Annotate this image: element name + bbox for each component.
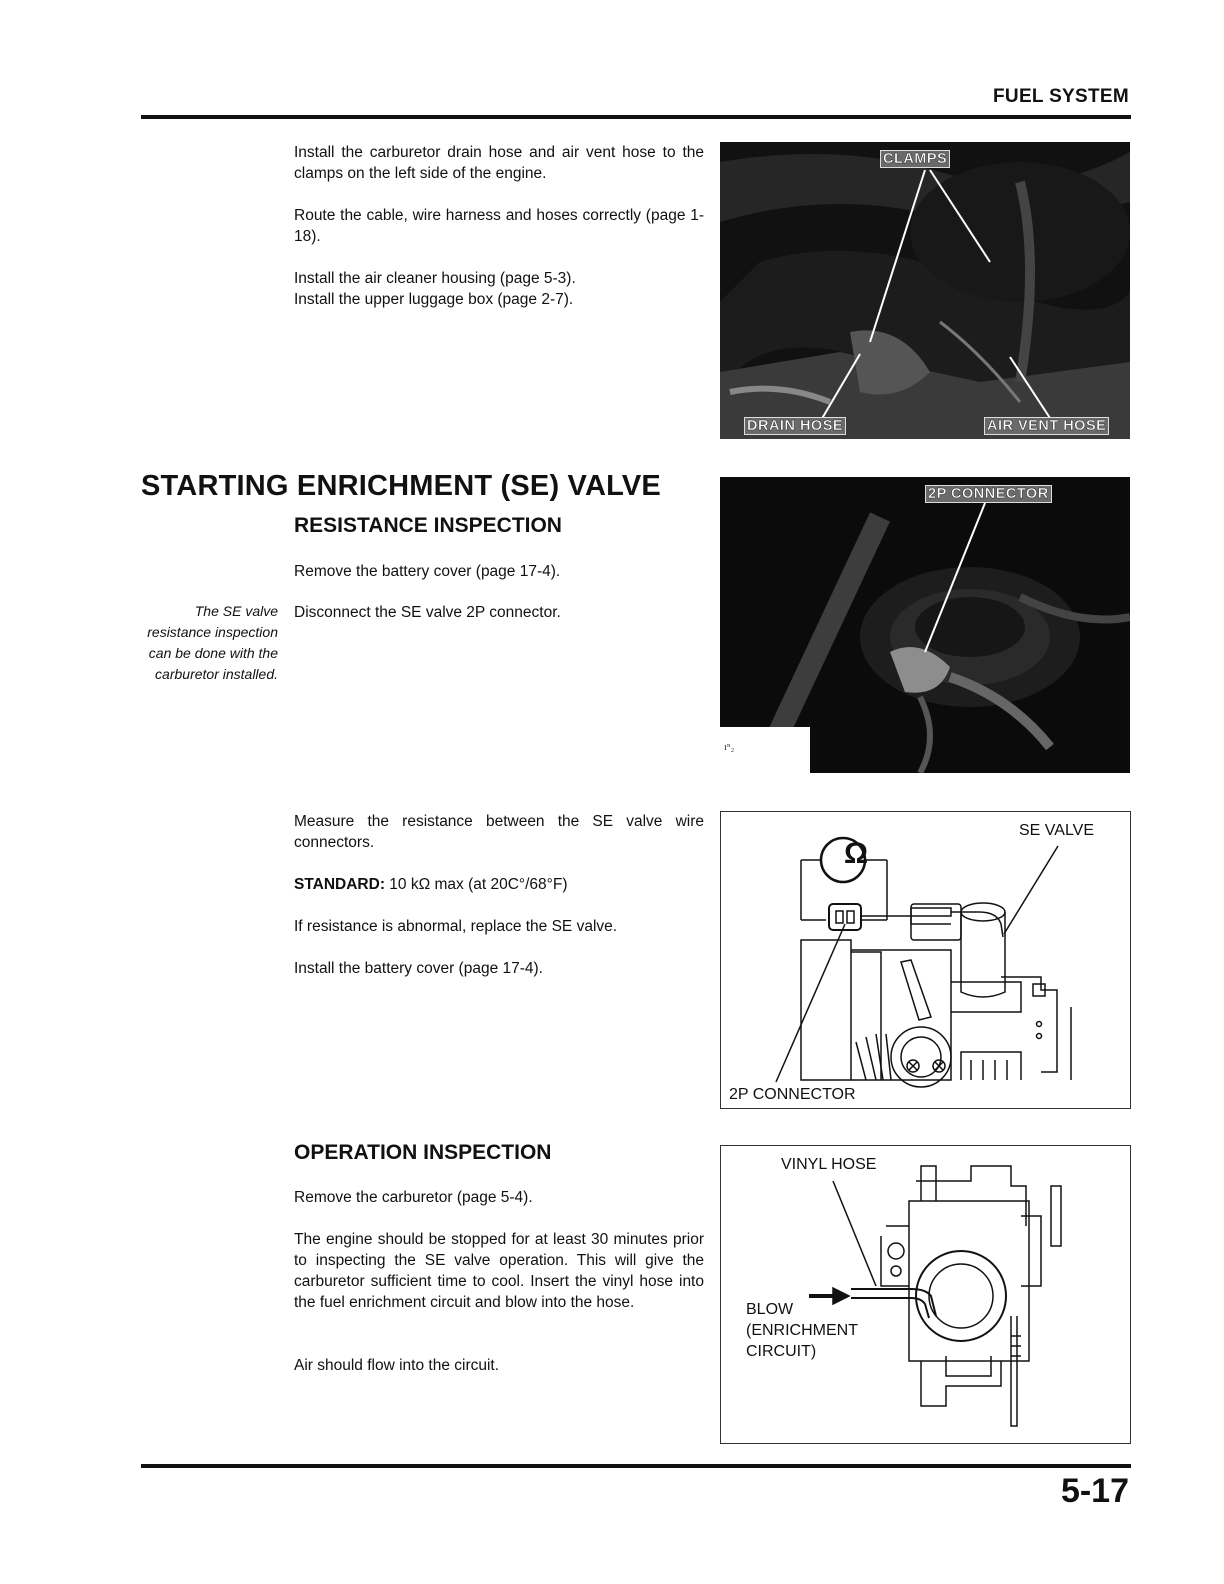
circuit-label: CIRCUIT) xyxy=(746,1343,817,1360)
resistance-heading: RESISTANCE INSPECTION xyxy=(294,514,562,537)
paragraph: Install the upper luggage box (page 2-7). xyxy=(294,291,574,308)
standard-line xyxy=(294,874,704,895)
remove-carburetor-text: Remove the carburetor (page 5-4). xyxy=(294,1189,533,1206)
enrichment-label: (ENRICHMENT xyxy=(746,1322,858,1339)
clamps-label: CLAMPS xyxy=(880,150,950,168)
measure-text: Measure the resistance between the SE valve wire connectors. xyxy=(294,813,704,851)
air-flow-text: Air should flow into the circuit. xyxy=(294,1357,500,1374)
air-vent-hose-label: AIR VENT HOSE xyxy=(984,417,1109,435)
header-rule xyxy=(141,115,1131,119)
paragraph: Route the cable, wire harness and hoses correctly (page 1-18). xyxy=(294,207,704,245)
connector-photo-label: 2P CONNECTOR xyxy=(925,485,1052,503)
se-valve-title: STARTING ENRICHMENT (SE) VALVE xyxy=(141,470,661,502)
operation-heading: OPERATION INSPECTION xyxy=(294,1141,552,1164)
install-hoses-text xyxy=(294,142,704,310)
abnormal-text: If resistance is abnormal, replace the SE valve. xyxy=(294,918,618,935)
remove-battery-text: Remove the battery cover (page 17-4). xyxy=(294,563,561,580)
svg-text:ıⁿ₂: ıⁿ₂ xyxy=(724,741,735,753)
section-title: FUEL SYSTEM xyxy=(993,86,1129,107)
blow-test-diagram-art xyxy=(721,1146,1130,1443)
standard-label: STANDARD: xyxy=(294,876,385,893)
ohm-symbol: Ω xyxy=(844,837,869,870)
footer-rule xyxy=(141,1464,1131,1468)
paragraph: Install the air cleaner housing (page 5-3). xyxy=(294,270,576,287)
blow-label: BLOW xyxy=(746,1301,794,1318)
vinyl-hose-label: VINYL HOSE xyxy=(781,1156,877,1173)
page-number: 5-17 xyxy=(1060,1472,1129,1510)
install-battery-text: Install the battery cover (page 17-4). xyxy=(294,960,543,977)
paragraph: Install the carburetor drain hose and air vent hose to the clamps on the left side of the engine. xyxy=(294,144,704,182)
connector-label: 2P CONNECTOR xyxy=(729,1086,856,1103)
standard-value: 10 kΩ max (at 20C°/68°F) xyxy=(389,876,568,893)
engine-stopped-text: The engine should be stopped for at least 30 minutes prior to inspecting the SE valve operation. This will give the carburetor sufficient time to cool. Insert the vinyl hose into the fuel enrichment circuit and blow into the hose. xyxy=(294,1231,704,1311)
clamps-photo xyxy=(720,142,1130,439)
disconnect-text: Disconnect the SE valve 2P connector. xyxy=(294,604,561,621)
se-valve-diagram xyxy=(720,811,1131,1109)
connector-photo-art xyxy=(720,477,1130,773)
drain-hose-label: DRAIN HOSE xyxy=(744,417,846,435)
side-note: The SE valve resistance inspection can be done with the carburetor installed. xyxy=(147,603,278,682)
se-valve-label: SE VALVE xyxy=(1019,822,1094,839)
connector-photo xyxy=(720,477,1130,773)
blow-test-diagram xyxy=(720,1145,1131,1444)
se-valve-diagram-art xyxy=(721,812,1130,1108)
clamps-photo-art xyxy=(720,142,1130,439)
